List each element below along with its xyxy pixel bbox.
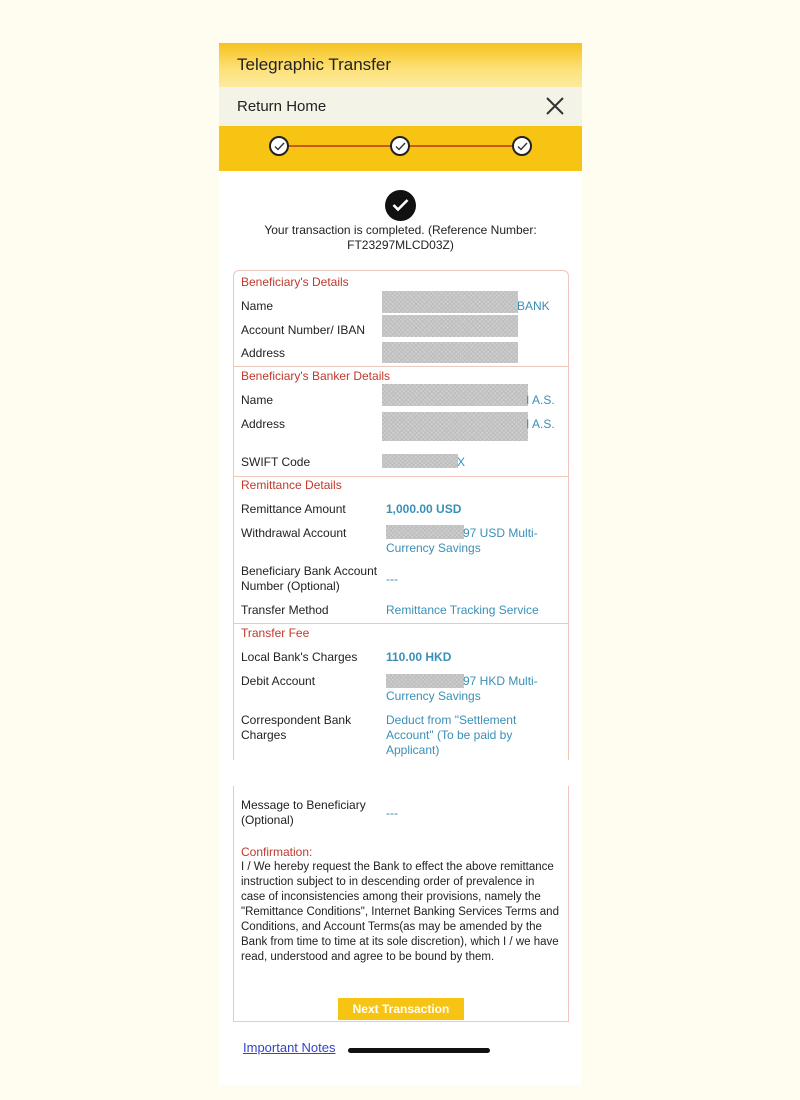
swift-code-label: SWIFT Code <box>241 455 311 469</box>
banker-address-value: I A.S. <box>526 417 555 431</box>
title-bar <box>219 43 582 87</box>
progress-stepper <box>219 126 582 171</box>
page-title: Telegraphic Transfer <box>237 55 392 74</box>
beneficiary-bank-account-value: --- <box>386 572 398 586</box>
completion-message <box>239 223 562 253</box>
section-fee-title: Transfer Fee <box>241 626 310 640</box>
step-3-check-icon <box>512 136 532 156</box>
section-banker-title: Beneficiary's Banker Details <box>241 369 391 383</box>
correspondent-charges-label: Correspondent Bank Charges <box>241 713 352 742</box>
redacted-debit-account <box>386 674 464 688</box>
redacted-beneficiary-account <box>382 315 518 337</box>
redacted-banker-address <box>382 412 528 441</box>
confirmation-title: Confirmation: <box>241 845 313 859</box>
redacted-beneficiary-address <box>382 342 518 363</box>
section-beneficiary-title: Beneficiary's Details <box>241 275 349 289</box>
banker-address-label: Address <box>241 417 286 431</box>
debit-account-value: 97 HKD Multi- <box>463 674 538 688</box>
return-bar <box>219 87 582 126</box>
debit-account-type: Currency Savings <box>386 689 481 703</box>
transfer-method-value: Remittance Tracking Service <box>386 603 539 617</box>
beneficiary-account-label: Account Number/ IBAN <box>241 323 366 337</box>
section-divider <box>234 476 568 477</box>
beneficiary-name-label: Name <box>241 299 274 313</box>
return-home-link[interactable]: Return Home <box>237 98 327 115</box>
success-check-icon <box>385 190 416 221</box>
home-indicator[interactable] <box>348 1048 490 1053</box>
step-2-check-icon <box>390 136 410 156</box>
beneficiary-bank-account-label: Beneficiary Bank Account Number (Optional) <box>241 564 378 593</box>
transfer-method-label: Transfer Method <box>241 603 329 617</box>
reference-number: FT23297MLCD03Z) <box>347 238 454 252</box>
step-1-check-icon <box>269 136 289 156</box>
redacted-swift-code <box>382 454 458 468</box>
remittance-amount-label: Remittance Amount <box>241 502 346 516</box>
completion-text: Your transaction is completed. (Reference Number: <box>264 223 537 237</box>
beneficiary-name-value: BANK <box>517 299 550 313</box>
withdrawal-account-type: Currency Savings <box>386 541 481 555</box>
next-transaction-button[interactable]: Next Transaction <box>338 998 464 1020</box>
banker-name-label: Name <box>241 393 274 407</box>
beneficiary-address-label: Address <box>241 346 286 360</box>
section-divider <box>234 366 568 367</box>
withdrawal-account-label: Withdrawal Account <box>241 526 347 540</box>
transfer-screen <box>219 43 582 1085</box>
banker-name-value: I A.S. <box>526 393 555 407</box>
confirmation-text: I / We hereby request the Bank to effect the above remittance instruction subject to in descending order of prevalence in case of inconsistencies among their provisions, namely the "Remittance Conditions", Internet Banking Services Terms and Conditions, and Account Terms(as may be amended by the Bank from time to time at its sole discretion), which I / we have read, understood and agree to be bound by them. <box>241 861 559 963</box>
redacted-banker-name <box>382 384 528 406</box>
correspondent-charges-value: Deduct from "Settlement Account" (To be paid by Applicant) <box>386 713 517 757</box>
message-label: Message to Beneficiary (Optional) <box>241 798 366 827</box>
local-charges-value: 110.00 HKD <box>386 650 452 664</box>
redacted-beneficiary-name <box>382 291 518 313</box>
debit-account-label: Debit Account <box>241 674 316 688</box>
remittance-amount-value: 1,000.00 USD <box>386 502 462 516</box>
close-icon[interactable] <box>545 96 565 116</box>
redacted-withdrawal-account <box>386 525 464 539</box>
section-remittance-title: Remittance Details <box>241 478 342 492</box>
message-value: --- <box>386 806 398 820</box>
withdrawal-account-value: 97 USD Multi- <box>463 526 538 540</box>
local-charges-label: Local Bank's Charges <box>241 650 358 664</box>
swift-code-value: X <box>457 455 466 469</box>
important-notes-link[interactable]: Important Notes <box>243 1040 336 1055</box>
section-divider <box>234 623 568 624</box>
